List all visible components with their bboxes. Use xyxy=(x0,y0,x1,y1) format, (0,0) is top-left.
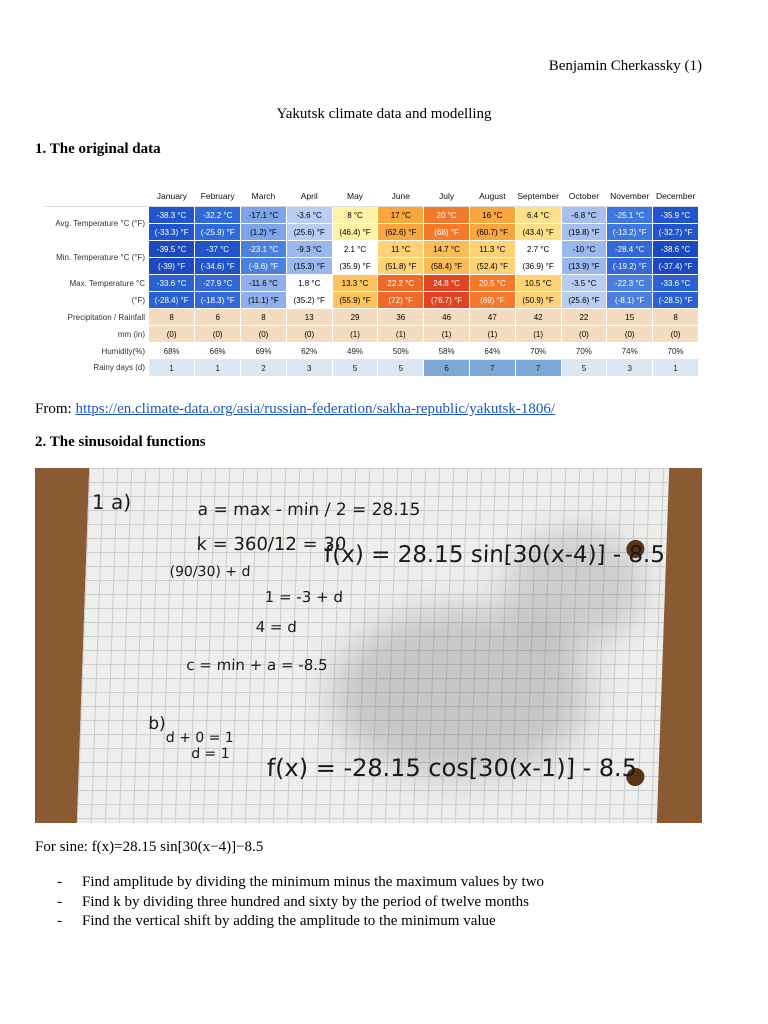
climate-value-cell: 11.3 °C xyxy=(469,241,515,258)
hw-b-step2: d = 1 xyxy=(190,746,230,762)
climate-value-cell: (-18.3) °F xyxy=(195,292,241,309)
climate-value-cell: (-19.2) °F xyxy=(607,258,653,275)
climate-value-cell: 16 °C xyxy=(469,207,515,224)
climate-value-cell: 22.2 °C xyxy=(378,275,424,292)
climate-value-cell: (-37.4) °F xyxy=(653,258,699,275)
climate-value-cell: 11 °C xyxy=(378,241,424,258)
method-step: - Find amplitude by dividing the minimum minus the maximum values by two xyxy=(57,873,544,893)
hw-question-1a: 1 a) xyxy=(91,490,132,514)
climate-value-cell: 64% xyxy=(469,343,515,360)
month-header: January xyxy=(149,186,195,207)
month-header: August xyxy=(469,186,515,207)
climate-value-cell: (43.4) °F xyxy=(515,224,561,241)
method-steps-list xyxy=(57,873,544,932)
hw-phase-step3: 4 = d xyxy=(255,618,298,636)
climate-value-cell: -3.5 °C xyxy=(561,275,607,292)
row-label: Max. Temperature °C xyxy=(45,275,149,292)
climate-value-cell: 36 xyxy=(378,309,424,326)
section-heading-sinusoidal: 2. The sinusoidal functions xyxy=(35,434,206,450)
climate-value-cell: (-28.5) °F xyxy=(653,292,699,309)
hw-amplitude: a = max - min / 2 = 28.15 xyxy=(197,500,421,520)
hw-cosine-function: f(x) = -28.15 cos[30(x-1)] - 8.5 xyxy=(266,754,638,782)
climate-value-cell: (69) °F xyxy=(469,292,515,309)
climate-value-cell: 47 xyxy=(469,309,515,326)
climate-value-cell: 1 xyxy=(195,360,241,377)
climate-value-cell: -3.6 °C xyxy=(286,207,332,224)
climate-value-cell: (1) xyxy=(515,326,561,343)
row-label: Humidity(%) xyxy=(45,343,149,360)
sine-formula-line xyxy=(35,839,263,856)
climate-value-cell: 13 xyxy=(286,309,332,326)
month-header: October xyxy=(561,186,607,207)
climate-data-row xyxy=(45,241,699,258)
climate-value-cell: (19.8) °F xyxy=(561,224,607,241)
humidity-row xyxy=(45,343,699,360)
climate-value-cell: (1) xyxy=(378,326,424,343)
climate-value-cell: (11.1) °F xyxy=(241,292,287,309)
climate-value-cell: 14.7 °C xyxy=(424,241,470,258)
climate-data-row xyxy=(45,275,699,292)
climate-value-cell: (62.6) °F xyxy=(378,224,424,241)
row-label: mm (in) xyxy=(45,326,149,343)
climate-table xyxy=(45,186,699,376)
hw-part-b: b) xyxy=(147,714,167,734)
climate-value-cell: -35.9 °C xyxy=(653,207,699,224)
climate-value-cell: -27.9 °C xyxy=(195,275,241,292)
source-prefix: From: xyxy=(35,401,76,417)
climate-value-cell: 2 xyxy=(241,360,287,377)
climate-value-cell: 70% xyxy=(515,343,561,360)
climate-value-cell: (1) xyxy=(332,326,378,343)
corner-cell xyxy=(45,186,149,207)
climate-value-cell: 50% xyxy=(378,343,424,360)
climate-value-cell: (35.9) °F xyxy=(332,258,378,275)
document-title: Yakutsk climate data and modelling xyxy=(276,106,492,122)
rainy-days-row xyxy=(45,360,699,377)
sine-formula: f(x)=28.15 sin[30(x−4)]−8.5 xyxy=(91,839,264,855)
climate-value-cell: 68% xyxy=(149,343,195,360)
climate-value-cell: (-9.6) °F xyxy=(241,258,287,275)
climate-value-cell: (0) xyxy=(607,326,653,343)
climate-value-cell: -33.6 °C xyxy=(653,275,699,292)
climate-value-cell: 70% xyxy=(561,343,607,360)
climate-value-cell: (0) xyxy=(286,326,332,343)
climate-value-cell: (35.2) °F xyxy=(286,292,332,309)
climate-value-cell: 1.8 °C xyxy=(286,275,332,292)
month-header: December xyxy=(653,186,699,207)
climate-value-cell: (68) °F xyxy=(424,224,470,241)
climate-value-cell: 6 xyxy=(195,309,241,326)
climate-value-cell: (-39) °F xyxy=(149,258,195,275)
row-label: Min. Temperature °C (°F) xyxy=(45,241,149,275)
climate-value-cell: 22 xyxy=(561,309,607,326)
climate-value-cell: (0) xyxy=(653,326,699,343)
climate-value-cell: -10 °C xyxy=(561,241,607,258)
climate-value-cell: (-28.4) °F xyxy=(149,292,195,309)
method-step: - Find the vertical shift by adding the amplitude to the minimum value xyxy=(57,912,544,932)
climate-value-cell: 13.3 °C xyxy=(332,275,378,292)
climate-value-cell: 2.1 °C xyxy=(332,241,378,258)
climate-value-cell: 69% xyxy=(241,343,287,360)
climate-value-cell: -32.2 °C xyxy=(195,207,241,224)
climate-value-cell: 29 xyxy=(332,309,378,326)
climate-value-cell: (0) xyxy=(561,326,607,343)
climate-value-cell: 46 xyxy=(424,309,470,326)
climate-value-cell: 49% xyxy=(332,343,378,360)
climate-value-cell: -11.6 °C xyxy=(241,275,287,292)
author-line: Benjamin Cherkassky (1) xyxy=(548,58,702,74)
climate-value-cell: 17 °C xyxy=(378,207,424,224)
climate-value-cell: 7 xyxy=(515,360,561,377)
climate-value-cell: (58.4) °F xyxy=(424,258,470,275)
climate-value-cell: 42 xyxy=(515,309,561,326)
month-header: July xyxy=(424,186,470,207)
climate-value-cell: -25.1 °C xyxy=(607,207,653,224)
climate-value-cell: 5 xyxy=(332,360,378,377)
hw-phase-step1: (90/30) + d xyxy=(169,564,251,580)
climate-value-cell: (-25.9) °F xyxy=(195,224,241,241)
climate-value-cell: 58% xyxy=(424,343,470,360)
climate-value-cell: -37 °C xyxy=(195,241,241,258)
climate-value-cell: (-32.7) °F xyxy=(653,224,699,241)
climate-value-cell: 20 °C xyxy=(424,207,470,224)
climate-value-cell: (55.9) °F xyxy=(332,292,378,309)
source-link[interactable]: https://en.climate-data.org/asia/russian-federation/sakha-republic/yakutsk-1806/ xyxy=(75,401,556,417)
climate-value-cell: 8 xyxy=(241,309,287,326)
climate-value-cell: 1 xyxy=(149,360,195,377)
climate-value-cell: (-8.1) °F xyxy=(607,292,653,309)
climate-value-cell: (1.2) °F xyxy=(241,224,287,241)
climate-value-cell: (76.7) °F xyxy=(424,292,470,309)
climate-data-row xyxy=(45,326,699,343)
climate-value-cell: 8 xyxy=(149,309,195,326)
climate-value-cell: (13.9) °F xyxy=(561,258,607,275)
climate-value-cell: -38.6 °C xyxy=(653,241,699,258)
climate-value-cell: (-13.2) °F xyxy=(607,224,653,241)
climate-value-cell: 8 °C xyxy=(332,207,378,224)
climate-value-cell: -33.6 °C xyxy=(149,275,195,292)
climate-value-cell: (51.8) °F xyxy=(378,258,424,275)
hw-k-value: k = 360/12 = 30 xyxy=(196,534,347,555)
climate-value-cell: (36.9) °F xyxy=(515,258,561,275)
climate-value-cell: (-33.3) °F xyxy=(149,224,195,241)
section-heading-original-data: 1. The original data xyxy=(35,141,161,157)
climate-value-cell: 6 xyxy=(424,360,470,377)
climate-value-cell: 70% xyxy=(653,343,699,360)
climate-data-row xyxy=(45,207,699,224)
climate-value-cell: 7 xyxy=(469,360,515,377)
climate-value-cell: (1) xyxy=(469,326,515,343)
climate-value-cell: -28.4 °C xyxy=(607,241,653,258)
climate-value-cell: 24.8 °C xyxy=(424,275,470,292)
month-header: April xyxy=(286,186,332,207)
climate-value-cell: (46.4) °F xyxy=(332,224,378,241)
climate-value-cell: 8 xyxy=(653,309,699,326)
climate-value-cell: 2.7 °C xyxy=(515,241,561,258)
climate-value-cell: (0) xyxy=(195,326,241,343)
climate-value-cell: -17.1 °C xyxy=(241,207,287,224)
climate-value-cell: (0) xyxy=(241,326,287,343)
row-label: Precipitation / Rainfall xyxy=(45,309,149,326)
climate-value-cell: 62% xyxy=(286,343,332,360)
row-label: (°F) xyxy=(45,292,149,309)
climate-value-cell: 74% xyxy=(607,343,653,360)
source-line xyxy=(35,401,555,418)
climate-value-cell: 1 xyxy=(653,360,699,377)
climate-value-cell: -6.8 °C xyxy=(561,207,607,224)
method-step: - Find k by dividing three hundred and sixty by the period of twelve months xyxy=(57,893,544,913)
month-header: November xyxy=(607,186,653,207)
climate-value-cell: -39.5 °C xyxy=(149,241,195,258)
hw-sine-function: f(x) = 28.15 sin[30(x-4)] - 8.5 xyxy=(323,542,666,568)
climate-value-cell: 20.5 °C xyxy=(469,275,515,292)
hw-phase-step2: 1 = -3 + d xyxy=(264,588,344,606)
climate-value-cell: 66% xyxy=(195,343,241,360)
climate-value-cell: -23.1 °C xyxy=(241,241,287,258)
climate-value-cell: -9.3 °C xyxy=(286,241,332,258)
climate-value-cell: (60.7) °F xyxy=(469,224,515,241)
climate-value-cell: (52.4) °F xyxy=(469,258,515,275)
month-header: June xyxy=(378,186,424,207)
climate-value-cell: 3 xyxy=(607,360,653,377)
climate-value-cell: (15.3) °F xyxy=(286,258,332,275)
row-label: Rainy days (d) xyxy=(45,360,149,377)
climate-value-cell: (72) °F xyxy=(378,292,424,309)
climate-data-row xyxy=(45,309,699,326)
month-header-row xyxy=(45,186,699,207)
climate-value-cell: (0) xyxy=(149,326,195,343)
climate-value-cell: 3 xyxy=(286,360,332,377)
climate-value-cell: 10.5 °C xyxy=(515,275,561,292)
graph-paper xyxy=(77,468,669,823)
month-header: September xyxy=(515,186,561,207)
month-header: May xyxy=(332,186,378,207)
row-label: Avg. Temperature °C (°F) xyxy=(45,207,149,241)
climate-value-cell: (25.6) °F xyxy=(561,292,607,309)
climate-value-cell: 5 xyxy=(561,360,607,377)
climate-value-cell: 5 xyxy=(378,360,424,377)
month-header: March xyxy=(241,186,287,207)
climate-value-cell: 6.4 °C xyxy=(515,207,561,224)
formula-prefix: For sine: xyxy=(35,839,92,855)
climate-value-cell: -38.3 °C xyxy=(149,207,195,224)
climate-value-cell: (-34.6) °F xyxy=(195,258,241,275)
handwritten-work-photo xyxy=(35,468,702,823)
climate-value-cell: (50.9) °F xyxy=(515,292,561,309)
hw-vertical-shift: c = min + a = -8.5 xyxy=(186,656,328,674)
month-header: February xyxy=(195,186,241,207)
climate-value-cell: 15 xyxy=(607,309,653,326)
climate-value-cell: -22.3 °C xyxy=(607,275,653,292)
climate-data-row xyxy=(45,292,699,309)
hw-b-step1: d + 0 = 1 xyxy=(165,730,235,746)
climate-value-cell: (1) xyxy=(424,326,470,343)
climate-value-cell: (25.6) °F xyxy=(286,224,332,241)
